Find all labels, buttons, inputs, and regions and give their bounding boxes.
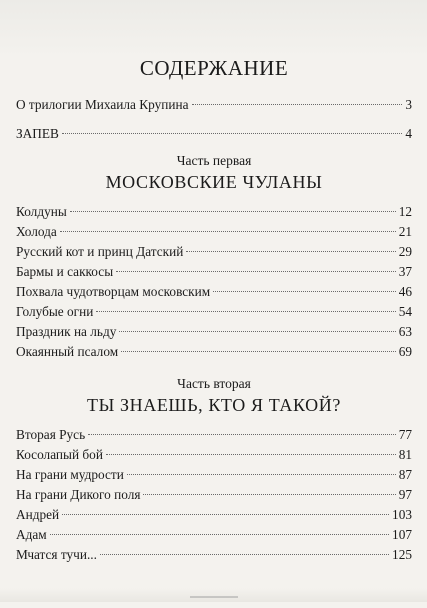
dot-leader [50, 534, 389, 535]
toc-entry-label: На грани мудрости [16, 467, 124, 482]
dot-leader [143, 494, 395, 495]
toc-entry [16, 525, 412, 545]
toc-entry [16, 262, 412, 282]
cropped-page-number [190, 596, 238, 608]
toc-entry-label: Бармы и саккосы [16, 264, 114, 279]
toc-entry-label: Окаянный псалом [16, 344, 119, 359]
toc-entry [16, 282, 412, 302]
toc-entry-label: О трилогии Михаила Крупина [16, 97, 189, 112]
toc-entry-page: 12 [398, 204, 412, 219]
toc-entry-page: 21 [398, 224, 412, 239]
dot-leader [192, 104, 403, 105]
toc-entry-label: Косолапый бой [16, 447, 103, 462]
dot-leader [121, 351, 396, 352]
dot-leader [119, 331, 395, 332]
toc-entry-page: 77 [398, 427, 412, 442]
dot-leader [127, 474, 396, 475]
toc-entry-page: 103 [392, 507, 412, 522]
dot-leader [116, 271, 396, 272]
part-two-label: Часть вторая [177, 376, 251, 391]
dot-leader [62, 133, 402, 134]
part-two-title: ТЫ ЗНАЕШЬ, КТО Я ТАКОЙ? [87, 395, 341, 415]
toc-entry [16, 202, 412, 222]
toc-entry [16, 485, 412, 505]
table-of-contents [16, 56, 412, 565]
toc-entry-page: 81 [398, 447, 412, 462]
toc-entry [16, 425, 412, 445]
toc-entry-page: 69 [398, 344, 412, 359]
toc-entry-label: На грани Дикого поля [16, 487, 141, 502]
toc-entry-page: 29 [398, 244, 412, 259]
toc-entry-page: 54 [398, 304, 412, 319]
toc-entry-page: 125 [392, 547, 412, 562]
toc-entry-label: Голубые огни [16, 304, 94, 319]
dot-leader [70, 211, 396, 212]
toc-entry-page: 107 [392, 527, 412, 542]
bleed-through-top [0, 0, 427, 58]
dot-leader [100, 554, 389, 555]
toc-entry-label: Русский кот и принц Датский [16, 244, 184, 259]
toc-entry-label: Похвала чудотворцам московским [16, 284, 211, 299]
toc-entry-intro [16, 95, 412, 115]
toc-entry-label: Адам [16, 527, 47, 542]
toc-entry-page: 97 [398, 487, 412, 502]
toc-entry [16, 445, 412, 465]
dot-leader [60, 231, 396, 232]
toc-entry-zapev [16, 124, 412, 144]
toc-entry-page: 87 [398, 467, 412, 482]
toc-entry [16, 322, 412, 342]
toc-entry [16, 242, 412, 262]
toc-entry-page: 46 [398, 284, 412, 299]
toc-entry-page: 63 [398, 324, 412, 339]
toc-entry-label: Андрей [16, 507, 60, 522]
dot-leader [213, 291, 396, 292]
toc-entry-label: ЗАПЕВ [16, 126, 59, 141]
dot-leader [186, 251, 395, 252]
part-one-title: МОСКОВСКИЕ ЧУЛАНЫ [105, 172, 323, 192]
toc-entry-page: 3 [405, 97, 412, 112]
toc-entry [16, 342, 412, 362]
toc-entry-label: Холода [16, 224, 57, 239]
dot-leader [106, 454, 396, 455]
toc-entry [16, 302, 412, 322]
toc-title: СОДЕРЖАНИЕ [139, 56, 289, 80]
toc-entry [16, 545, 412, 565]
toc-entry-label: Колдуны [16, 204, 67, 219]
dot-leader [96, 311, 395, 312]
dot-leader [62, 514, 389, 515]
dot-leader [88, 434, 396, 435]
toc-entry-label: Вторая Русь [16, 427, 86, 442]
toc-entry [16, 222, 412, 242]
toc-entry-page: 37 [398, 264, 412, 279]
toc-entry-label: Праздник на льду [16, 324, 117, 339]
toc-entry-page: 4 [405, 126, 412, 141]
toc-entry [16, 465, 412, 485]
part-one-label: Часть первая [176, 153, 252, 168]
toc-entry [16, 505, 412, 525]
toc-entry-label: Мчатся тучи... [16, 547, 97, 562]
